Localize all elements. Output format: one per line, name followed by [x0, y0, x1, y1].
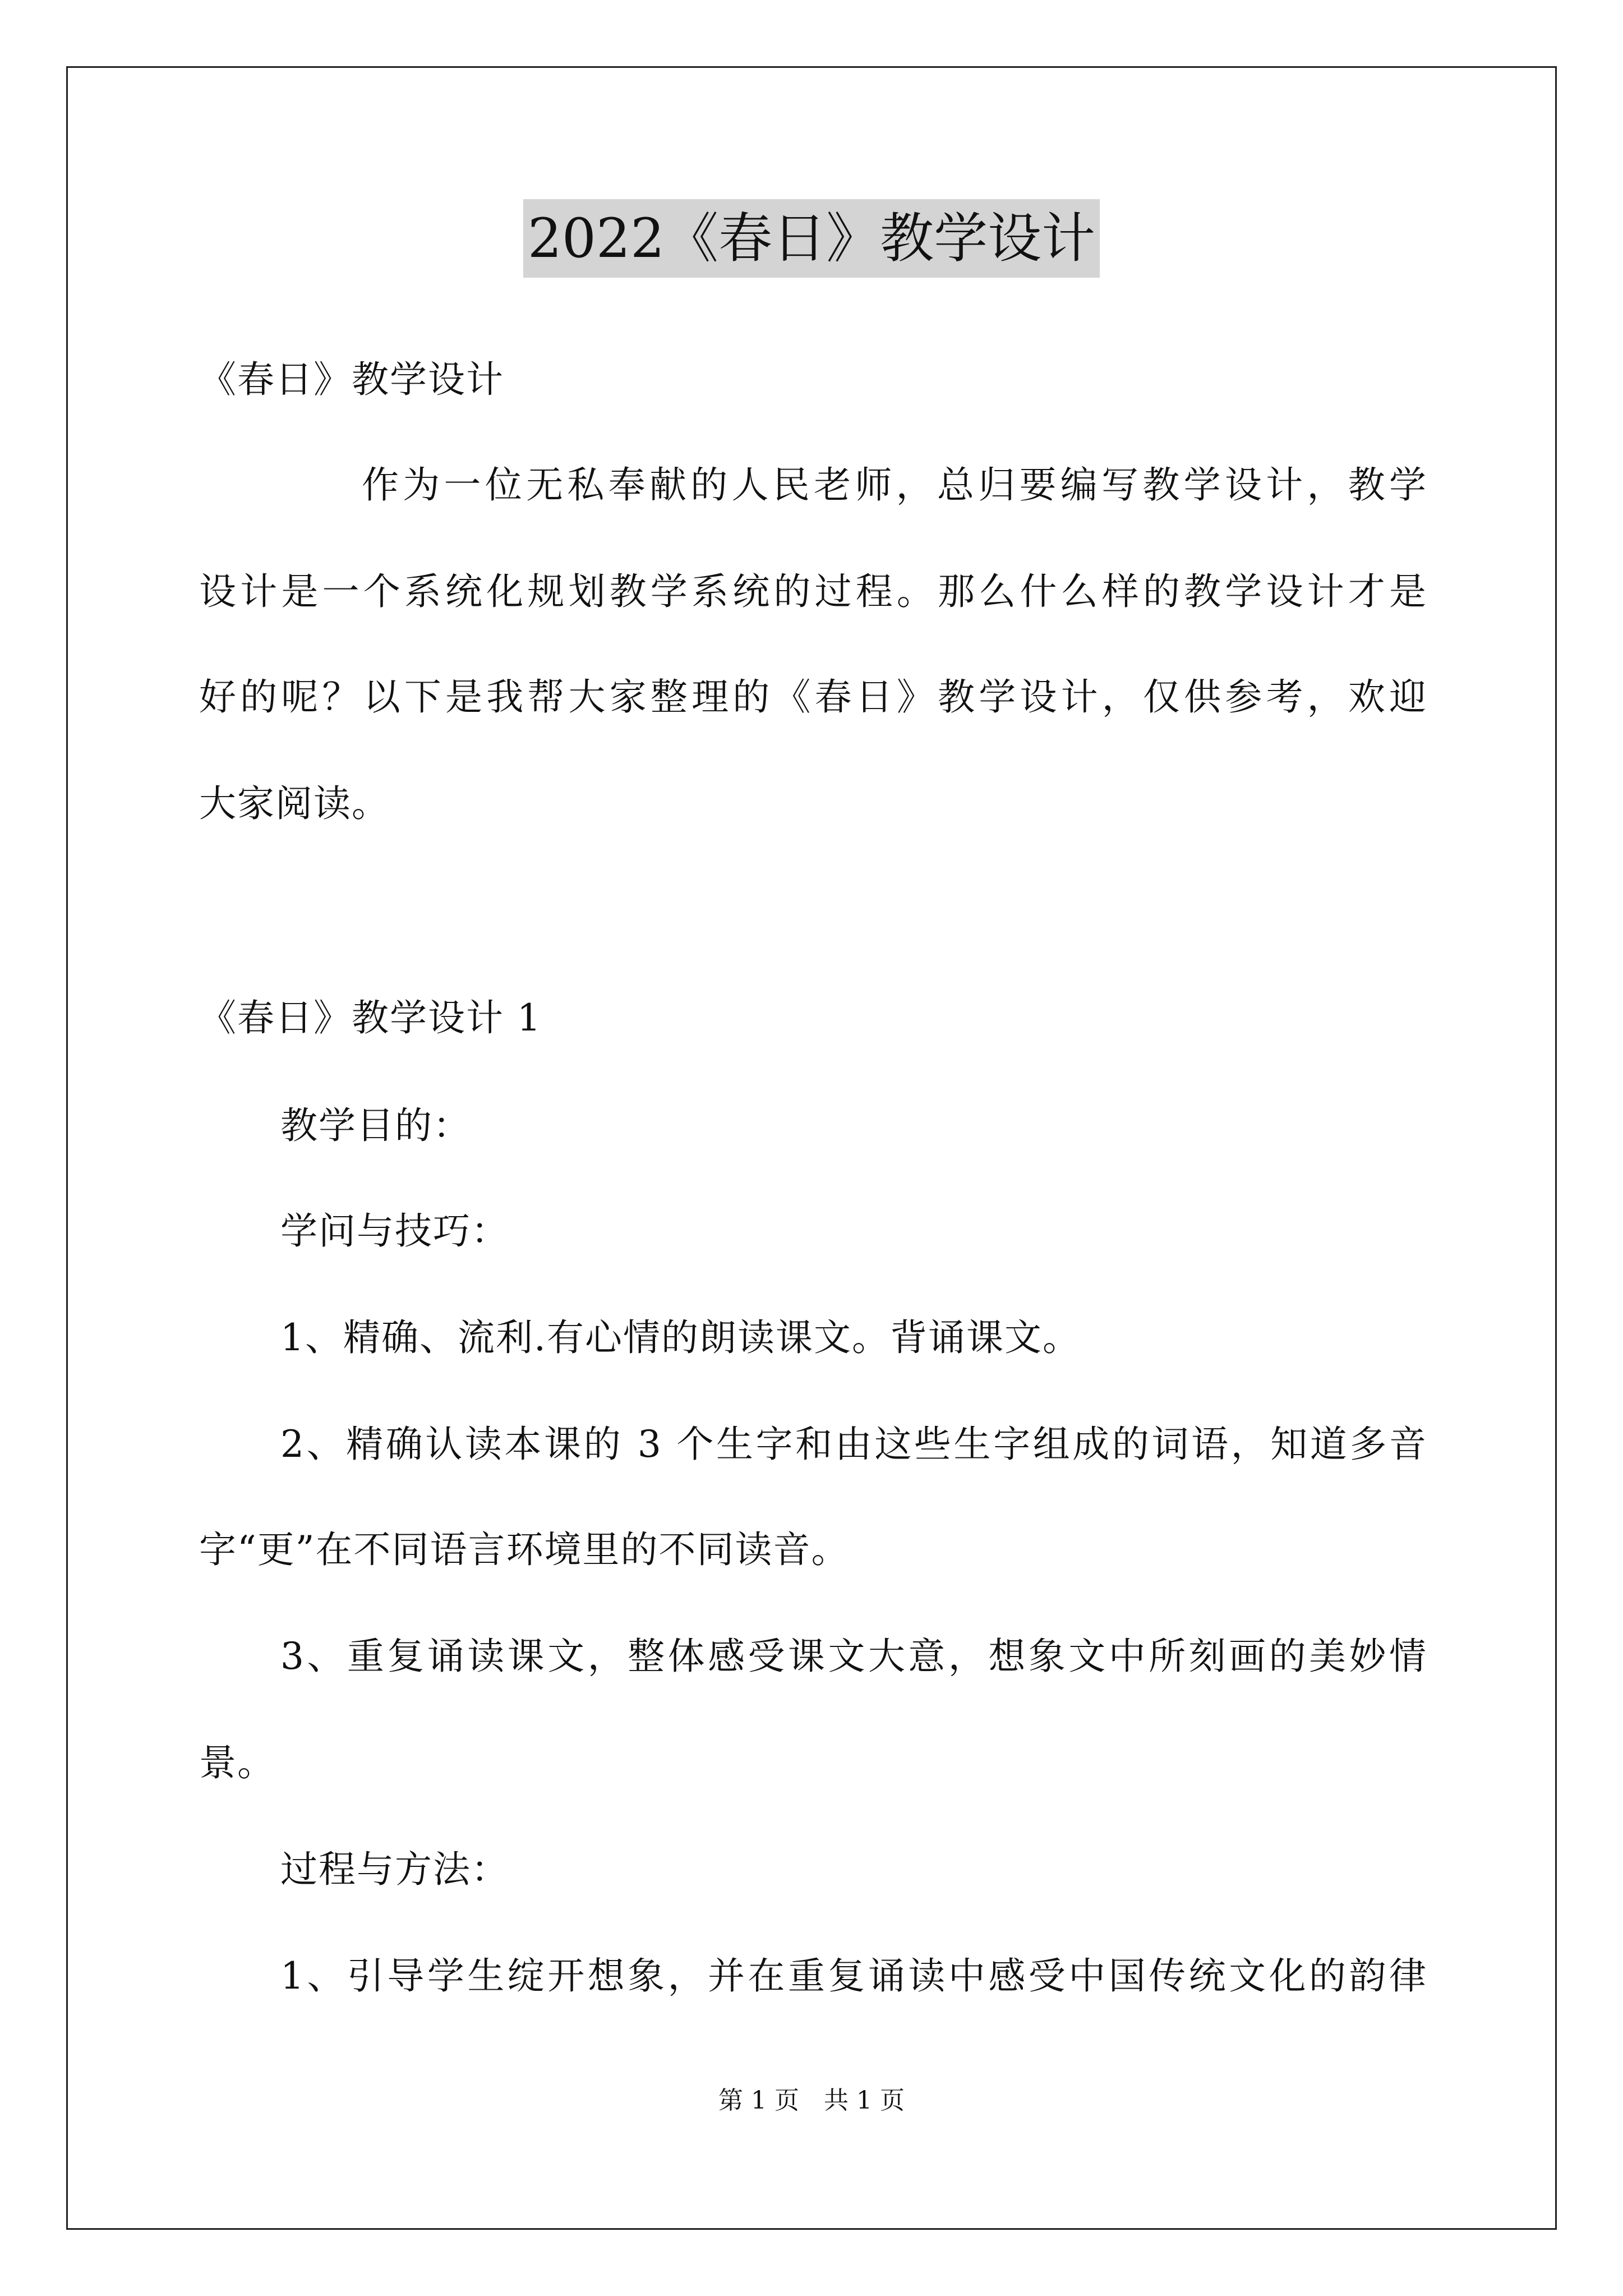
intro-line-3: 好的呢？以下是我帮大家整理的《春日》教学设计，仅供参考，欢迎 [199, 675, 1427, 719]
method-item-1: 1、引导学生绽开想象，并在重复诵读中感受中国传统文化的韵律 [280, 1954, 1427, 1998]
method-heading: 过程与方法： [280, 1848, 509, 1891]
goal-item-3-line-1: 3、重复诵读课文，整体感受课文大意，想象文中所刻画的美妙情 [280, 1635, 1427, 1678]
goal-item-2-line-1: 2、精确认读本课的 3 个生字和由这些生字组成的词语，知道多音 [280, 1423, 1427, 1466]
page-footer: 第 1 页 共 1 页 [718, 2086, 905, 2115]
goal-heading: 教学目的： [280, 1104, 471, 1147]
document-title: 2022《春日》教学设计 [523, 199, 1100, 278]
goal-item-3-line-2: 景。 [199, 1741, 275, 1784]
intro-line-4: 大家阅读。 [199, 782, 390, 825]
section-heading: 《春日》教学设计 1 [199, 996, 542, 1039]
intro-line-1: 作为一位无私奉献的人民老师，总归要编写教学设计，教学 [362, 463, 1427, 507]
intro-line-2: 设计是一个系统化规划教学系统的过程。那么什么样的教学设计才是 [199, 570, 1427, 613]
knowledge-heading: 学问与技巧： [280, 1209, 509, 1253]
goal-item-2-line-2: 字“更”在不同语言环境里的不同读音。 [199, 1528, 850, 1571]
subtitle-line: 《春日》教学设计 [199, 358, 504, 401]
title-container [0, 199, 1623, 278]
goal-item-1: 1、精确、流利.有心情的朗读课文。背诵课文。 [280, 1316, 1081, 1359]
